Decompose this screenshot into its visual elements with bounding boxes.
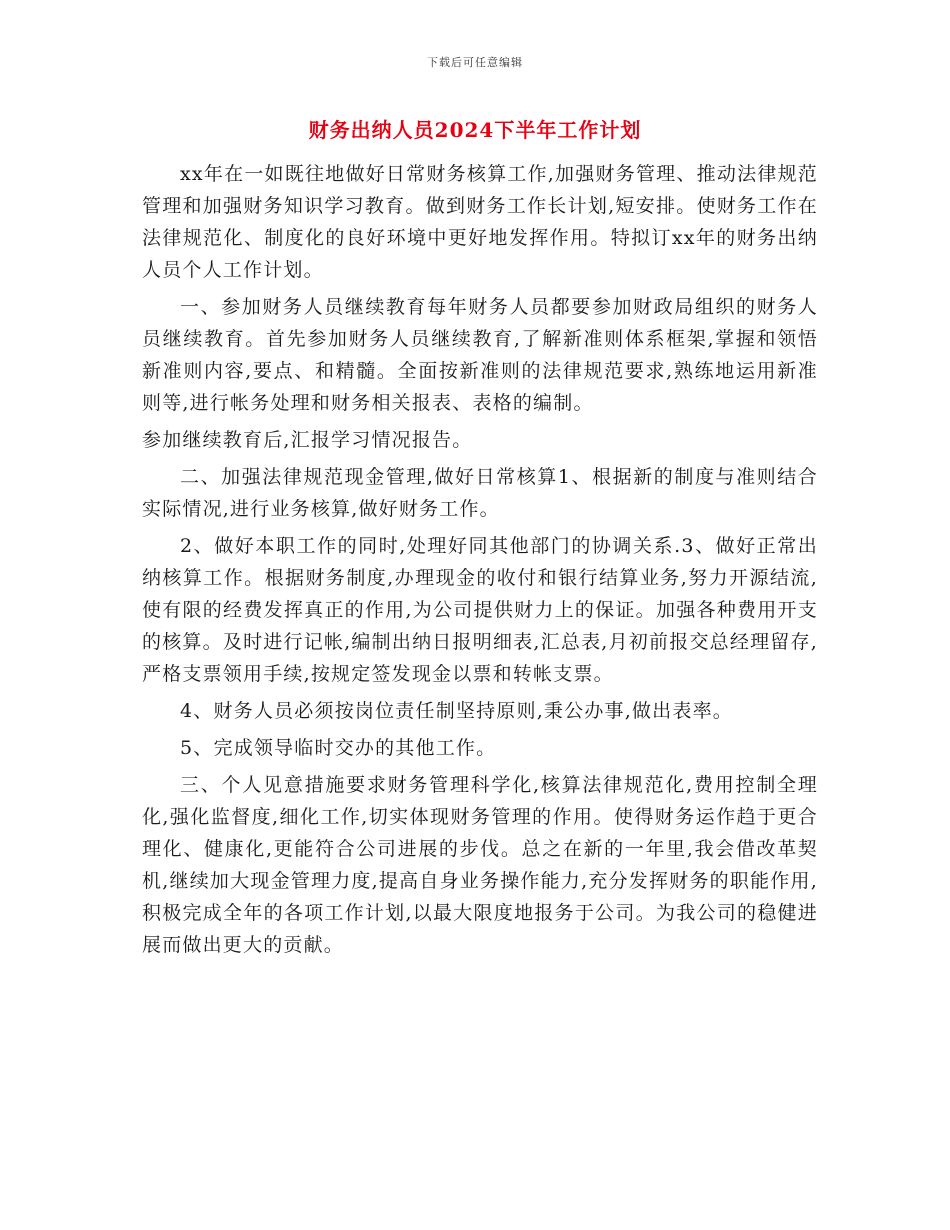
paragraph-intro: xx年在一如既往地做好日常财务核算工作,加强财务管理、推动法律规范管理和加强财务知识学习教育。做到财务工作长计划,短安排。使财务工作在法律规范化、制度化的良好环境中更好地发挥作用。特拟订xx年的财务出纳人员个人工作计划。 xyxy=(142,163,818,281)
paragraph-section-1-continued: 参加继续教育后,汇报学习情况报告。 xyxy=(142,429,473,451)
paragraph-item-2: 2、做好本职工作的同时,处理好同其他部门的协调关系.3、做好正常出纳核算工作。根据财务制度,办理现金的收付和银行结算业务,努力开源结流,使有限的经费发挥真正的作用,为公司提供财力上的保证。加强各种费用开支的核算。及时进行记帐,编制出纳日报明细表,汇总表,月初前报交总经理留存,严格支票领用手续,按规定签发现金以票和转帐支票。 xyxy=(142,535,818,685)
paragraph-item-5: 5、完成领导临时交办的其他工作。 xyxy=(180,737,497,759)
paragraph-item-4: 4、财务人员必须按岗位责任制坚持原则,秉公办事,做出表率。 xyxy=(180,700,733,722)
paragraph-section-2: 二、加强法律规范现金管理,做好日常核算1、根据新的制度与准则结合实际情况,进行业务核算,做好财务工作。 xyxy=(142,466,818,520)
header-note: 下载后可任意编辑 xyxy=(427,56,523,69)
document-body xyxy=(142,158,818,966)
paragraph-section-3: 三、个人见意措施要求财务管理科学化,核算法律规范化,费用控制全理化,强化监督度,细化工作,切实体现财务管理的作用。使得财务运作趋于更合理化、健康化,更能符合公司进展的步伐。总之在新的一年里,我会借改革契机,继续加大现金管理力度,提高自身业务操作能力,充分发挥财务的职能作用,积极完成全年的各项工作计划,以最大限度地报务于公司。为我公司的稳健进展而做出更大的贡献。 xyxy=(142,774,818,956)
paragraph-section-1: 一、参加财务人员继续教育每年财务人员都要参加财政局组织的财务人员继续教育。首先参加财务人员继续教育,了解新准则体系框架,掌握和领悟新准则内容,要点、和精髓。全面按新准则的法律规范要求,熟练地运用新准则等,进行帐务处理和财务相关报表、表格的编制。 xyxy=(142,296,818,414)
document-title: 财务出纳人员2024下半年工作计划 xyxy=(308,118,642,142)
